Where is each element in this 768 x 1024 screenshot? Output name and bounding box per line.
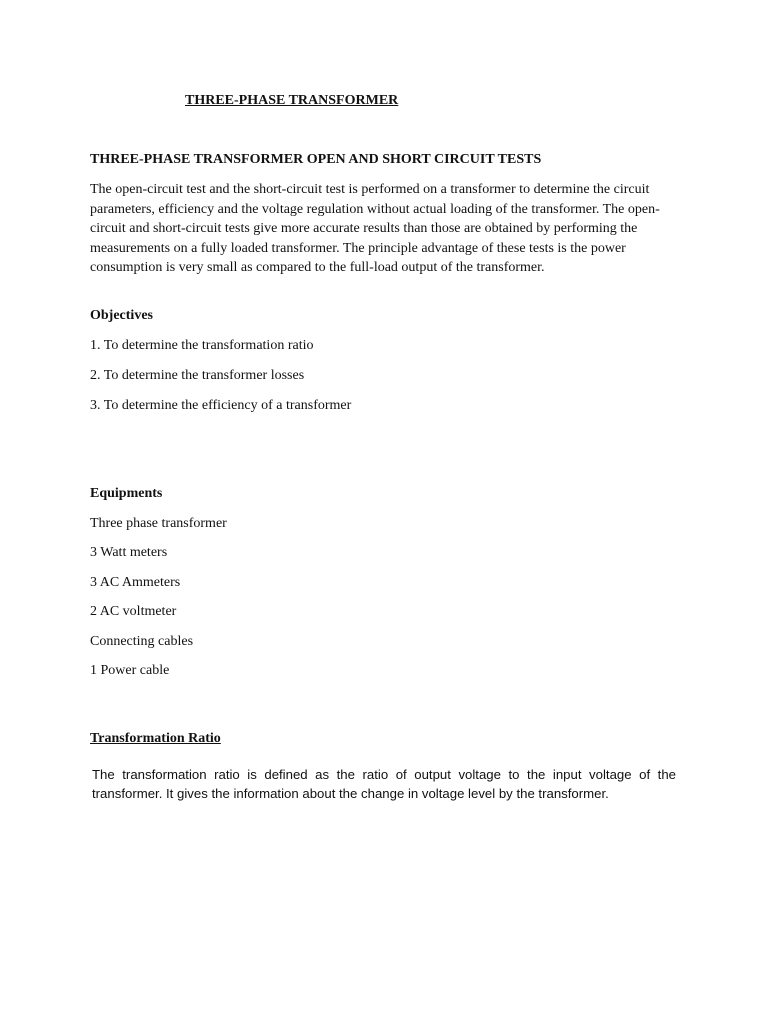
section-heading: THREE-PHASE TRANSFORMER OPEN AND SHORT CIRCUIT TESTS xyxy=(90,152,542,167)
equipment-item: 3 AC Ammeters xyxy=(90,575,181,590)
objectives-heading: Objectives xyxy=(90,308,153,323)
equipment-item: Connecting cables xyxy=(90,634,194,649)
objective-item: 1. To determine the transformation ratio xyxy=(90,338,314,353)
equipment-item: 1 Power cable xyxy=(90,663,170,678)
equipments-heading: Equipments xyxy=(90,486,163,501)
intro-paragraph: The open-circuit test and the short-circuit test is performed on a transformer to determine the circuit parameters, efficiency and the voltage regulation without actual loading of the transformer. The open-circuit and short-circuit tests give more accurate results than those are obtained by performing the measurements on a fully loaded transformer. The principle advantage of these tests is the power consumption is very small as compared to the full-load output of the transformer. xyxy=(90,182,660,275)
equipment-item: 2 AC voltmeter xyxy=(90,604,177,619)
document-title: THREE-PHASE TRANSFORMER xyxy=(185,93,399,108)
transformation-ratio-heading: Transformation Ratio xyxy=(90,731,221,746)
objective-item: 2. To determine the transformer losses xyxy=(90,368,305,383)
objective-item: 3. To determine the efficiency of a transformer xyxy=(90,398,352,413)
transformation-ratio-paragraph: The transformation ratio is defined as the ratio of output voltage to the input voltage of the transformer. It gives the information about the change in voltage level by the transformer. xyxy=(92,767,676,801)
equipment-item: Three phase transformer xyxy=(90,516,227,531)
equipment-item: 3 Watt meters xyxy=(90,545,168,560)
